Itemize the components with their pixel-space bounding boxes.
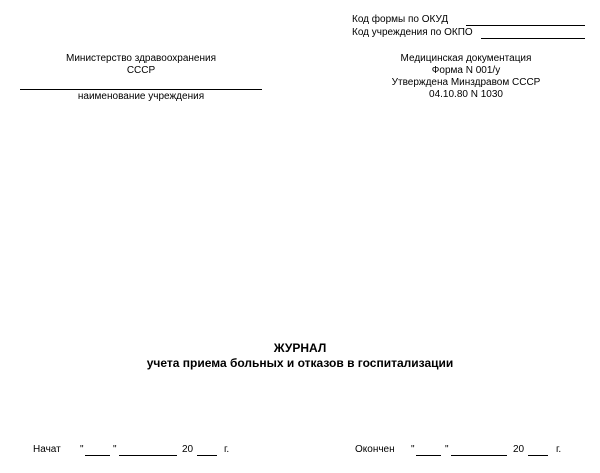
end-label: Окончен [355,444,395,455]
ministry-line1: Министерство здравоохранения [66,53,216,64]
start-month-field[interactable] [119,455,177,456]
start-day-field[interactable] [85,455,110,456]
okud-code-field[interactable] [466,25,585,26]
okpo-label: Код учреждения по ОКПО [352,27,473,38]
start-year-prefix: 20 [182,444,194,455]
ministry-line2: СССР [126,65,156,76]
end-year-prefix: 20 [513,444,525,455]
journal-title: ЖУРНАЛ [273,341,327,355]
start-label: Начат [33,444,61,455]
okud-label: Код формы по ОКУД [352,14,449,25]
institution-name-field[interactable] [20,89,262,90]
institution-caption: наименование учреждения [77,91,205,102]
okpo-code-field[interactable] [481,38,585,39]
form-order: 04.10.80 N 1030 [429,89,503,100]
end-year-field[interactable] [528,455,548,456]
start-quote-close: " [113,444,117,455]
form-approval: Утверждена Минздравом СССР [391,77,541,88]
start-year-suffix: г. [224,444,230,455]
form-number: Форма N 001/у [431,65,501,76]
start-quote-open: " [80,444,84,455]
end-quote-close: " [445,444,449,455]
form-info-line1: Медицинская документация [400,53,532,64]
end-month-field[interactable] [451,455,507,456]
journal-subtitle: учета приема больных и отказов в госпитализации [146,356,454,370]
end-quote-open: " [411,444,415,455]
end-year-suffix: г. [556,444,562,455]
end-day-field[interactable] [416,455,441,456]
start-year-field[interactable] [197,455,217,456]
